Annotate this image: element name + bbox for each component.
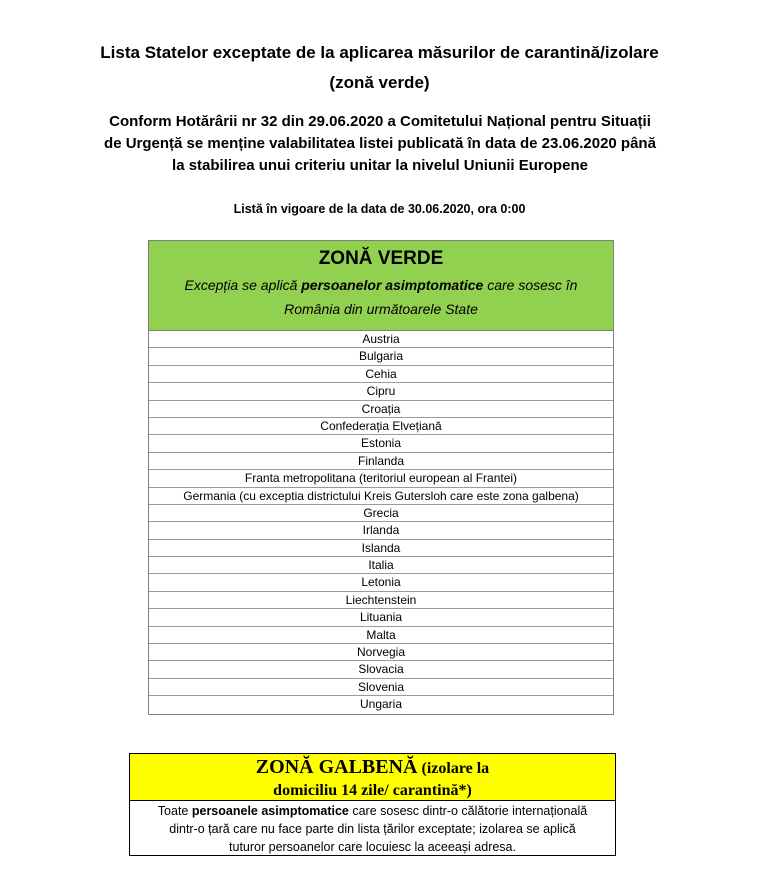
country-row: Croația bbox=[149, 401, 613, 418]
page-title-line1: Lista Statelor exceptate de la aplicarea măsurilor de carantină/izolare bbox=[100, 43, 659, 62]
green-desc-pre: Excepția se aplică bbox=[184, 277, 302, 293]
country-row: Franta metropolitana (teritoriul european al Frantei) bbox=[149, 470, 613, 487]
country-row: Cipru bbox=[149, 383, 613, 400]
green-zone-table bbox=[148, 240, 614, 715]
yellow-text-line3: tuturor persoanelor care locuiesc la aceeași adresa. bbox=[229, 840, 516, 854]
subtitle-line3: la stabilirea unui criteriu unitar la nivelul Uniunii Europene bbox=[172, 157, 588, 174]
validity-date: Listă în vigoare de la data de 30.06.2020, ora 0:00 bbox=[233, 202, 526, 216]
country-row: Austria bbox=[149, 331, 613, 348]
country-row: Irlanda bbox=[149, 522, 613, 539]
yellow-zone-box bbox=[129, 753, 616, 856]
green-zone-title: ZONĂ VERDE bbox=[318, 248, 444, 269]
yellow-zone-text bbox=[130, 801, 615, 856]
green-desc-bold: persoanelor asimptomatice bbox=[301, 277, 484, 293]
green-zone-header bbox=[149, 241, 613, 331]
green-desc-line2: România din următoarele State bbox=[284, 301, 478, 317]
country-row: Ungaria bbox=[359, 697, 403, 712]
country-row: Estonia bbox=[149, 435, 613, 452]
country-row: Cehia bbox=[149, 366, 613, 383]
subtitle-line1: Conform Hotărârii nr 32 din 29.06.2020 a Comitetului Național pentru Situații bbox=[109, 113, 651, 130]
page-title-line2: (zonă verde) bbox=[329, 73, 430, 92]
country-list bbox=[149, 331, 613, 714]
yellow-zone-title: ZONĂ GALBENĂ bbox=[255, 756, 418, 778]
green-zone-description bbox=[149, 273, 613, 321]
yellow-zone-note2: domiciliu 14 zile/ carantină*) bbox=[273, 782, 472, 799]
country-row: Confederația Elvețiană bbox=[149, 418, 613, 435]
green-desc-post: care sosesc în bbox=[483, 277, 578, 293]
country-row: Slovenia bbox=[149, 679, 613, 696]
country-row: Malta bbox=[149, 627, 613, 644]
country-row: Slovacia bbox=[149, 661, 613, 678]
yellow-zone-header bbox=[130, 754, 615, 801]
country-row: Islanda bbox=[149, 540, 613, 557]
country-row: Italia bbox=[149, 557, 613, 574]
country-row: Lituania bbox=[149, 609, 613, 626]
country-row: Liechtenstein bbox=[149, 592, 613, 609]
country-row: Germania (cu exceptia districtului Kreis Gutersloh care este zona galbena) bbox=[149, 488, 613, 505]
yellow-text-line2: dintr-o țară care nu face parte din lista țărilor exceptate; izolarea se aplică bbox=[169, 822, 576, 836]
yellow-text-post: care sosesc dintr-o călătorie internațională bbox=[348, 804, 588, 818]
country-row: Bulgaria bbox=[149, 348, 613, 365]
country-row: Letonia bbox=[149, 574, 613, 591]
country-row: Finlanda bbox=[149, 453, 613, 470]
yellow-text-bold: persoanele asimptomatice bbox=[191, 804, 349, 818]
subtitle-line2: de Urgență se menține valabilitatea listei publicată în data de 23.06.2020 până bbox=[104, 135, 656, 152]
country-row: Norvegia bbox=[149, 644, 613, 661]
country-row: Grecia bbox=[149, 505, 613, 522]
yellow-text-pre: Toate bbox=[157, 804, 192, 818]
yellow-zone-note1: (izolare la bbox=[417, 760, 490, 777]
